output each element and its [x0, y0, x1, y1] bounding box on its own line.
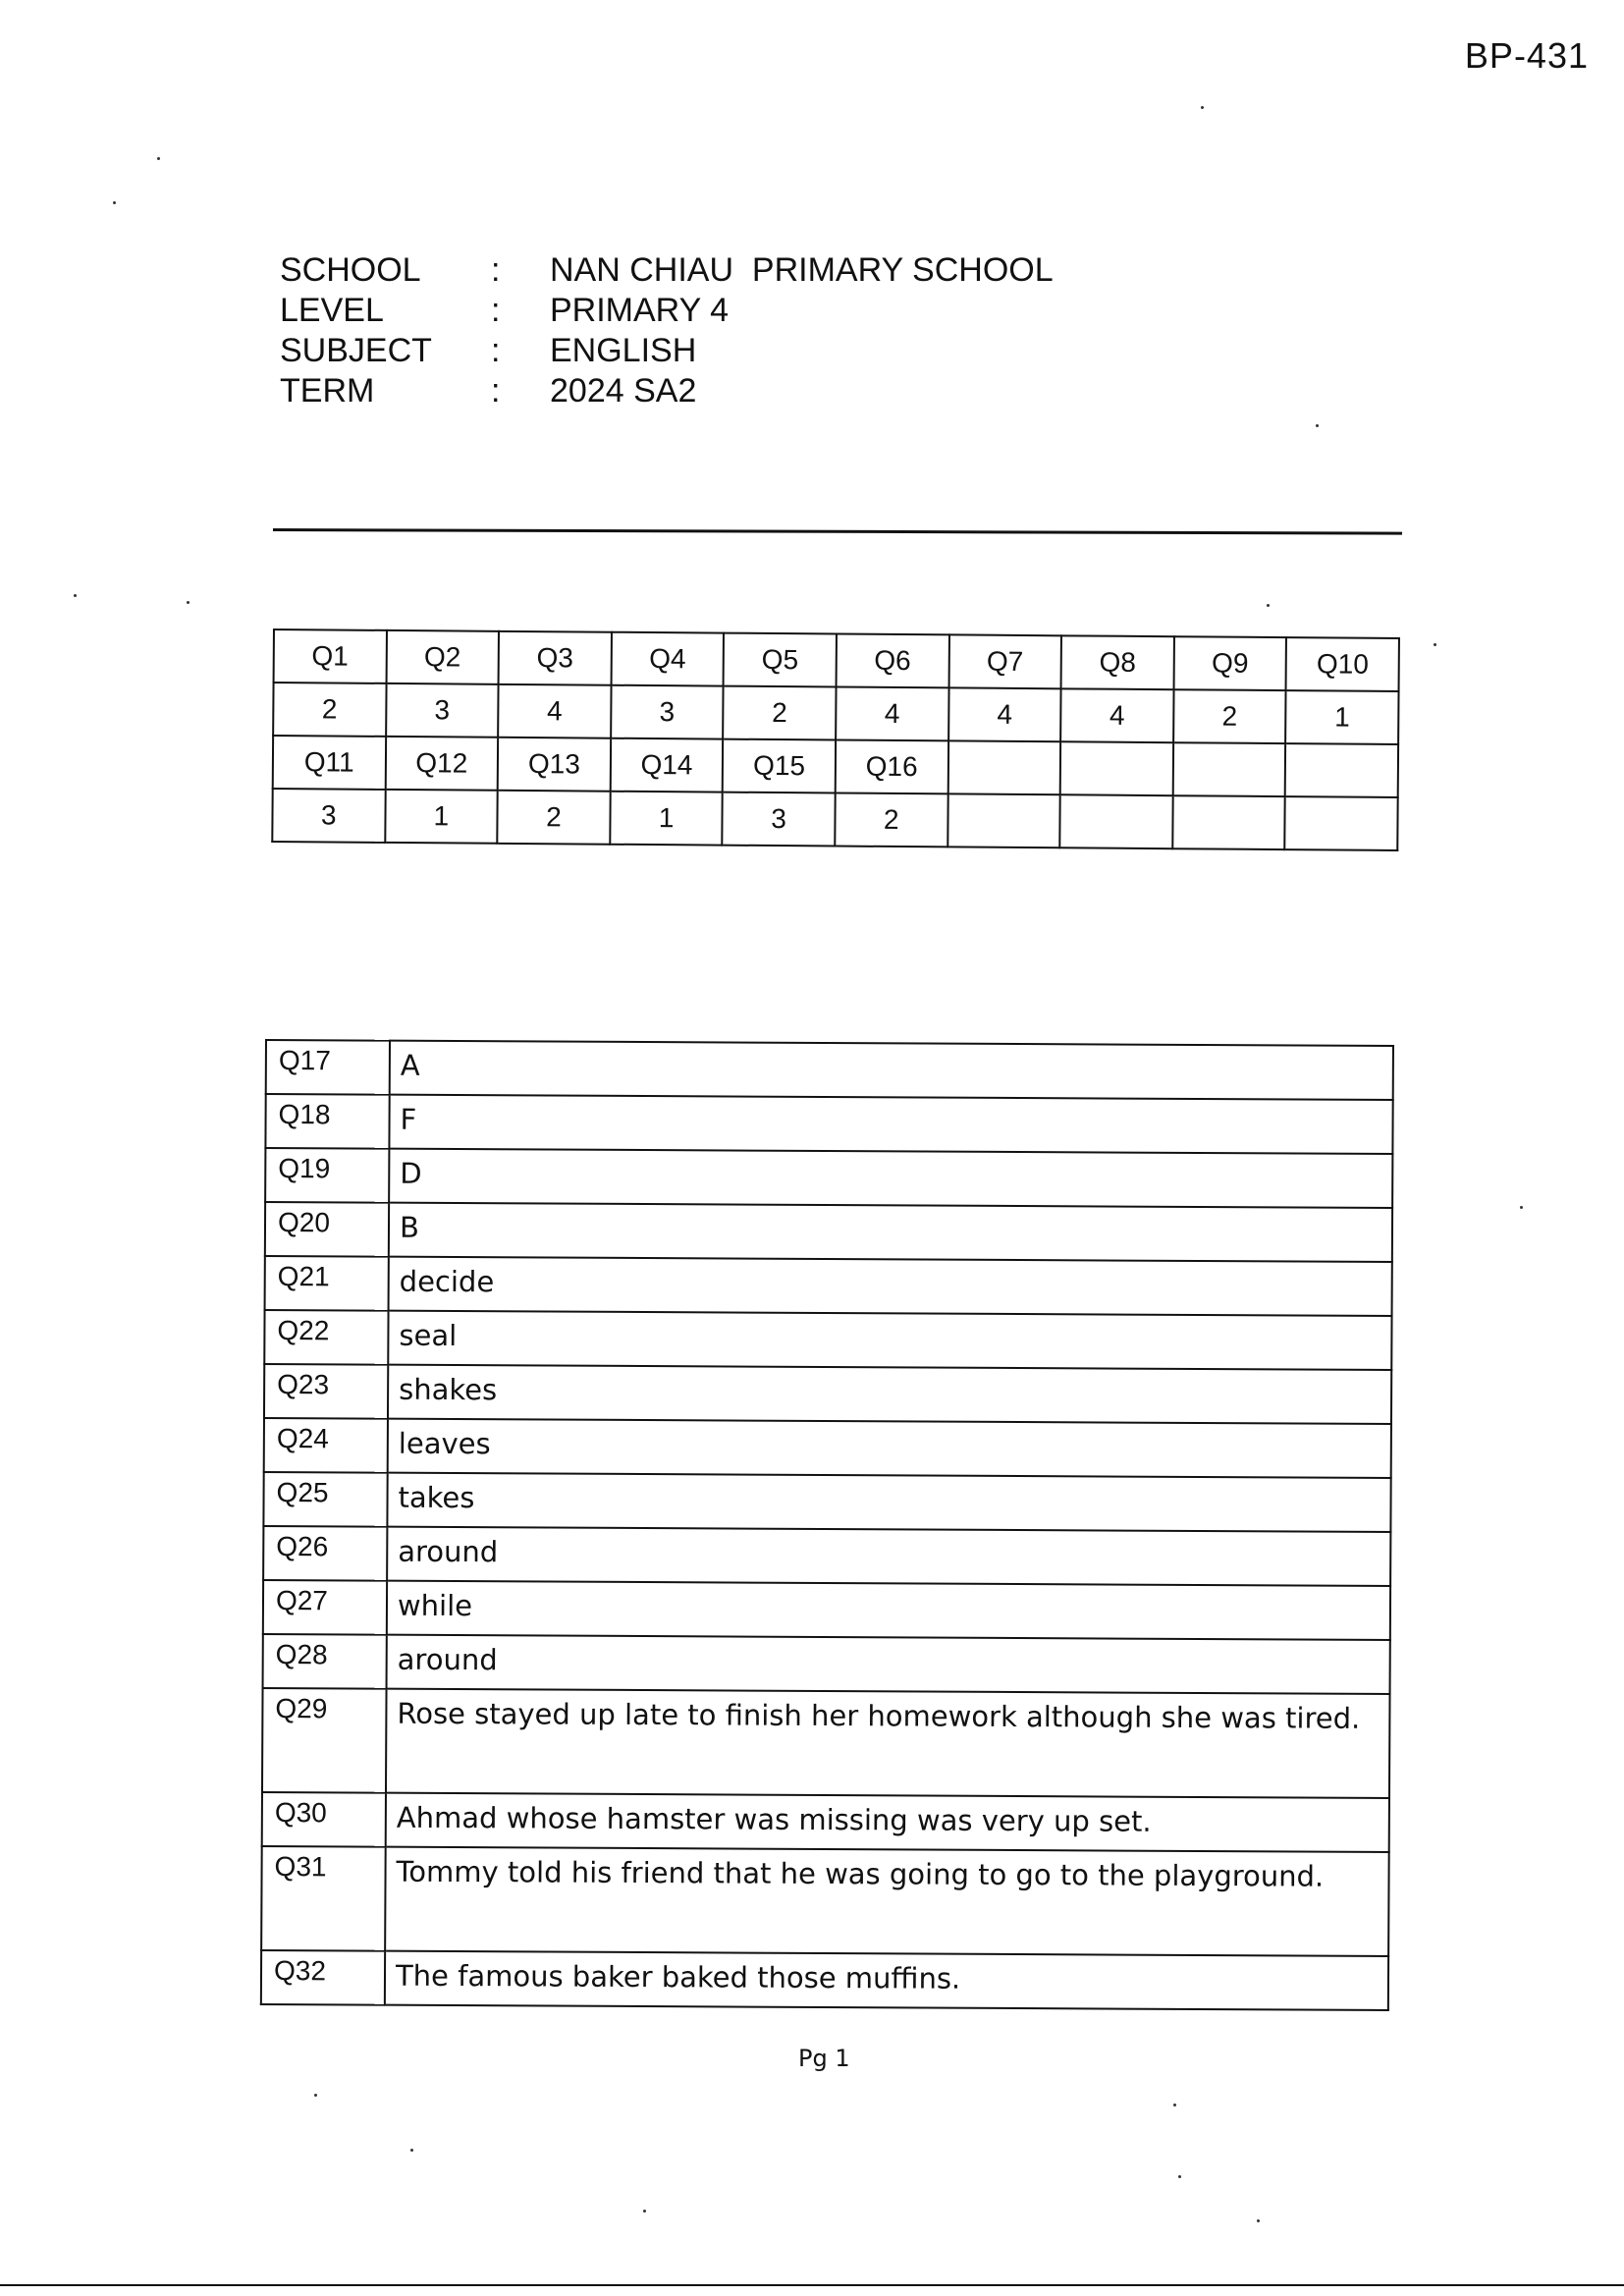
mcq-question-row	[274, 629, 1399, 691]
question-number: Q18	[265, 1094, 389, 1149]
mcq-answer-table	[271, 629, 1400, 851]
question-number: Q26	[263, 1526, 387, 1581]
header-row-term	[280, 371, 1054, 411]
answer-text: F	[389, 1095, 1392, 1154]
page-number: Pg 1	[798, 2045, 850, 2072]
answer-text: around	[387, 1635, 1390, 1694]
mcq-answer-cell: 3	[272, 789, 385, 843]
mcq-question-cell: Q3	[499, 631, 612, 685]
header-label: TERM	[280, 372, 375, 410]
mcq-question-cell: Q12	[385, 737, 498, 791]
answer-text: B	[389, 1203, 1392, 1262]
answer-row	[265, 1256, 1392, 1316]
mcq-empty-cell	[1059, 794, 1172, 848]
answer-row	[262, 1792, 1389, 1852]
question-number: Q17	[266, 1040, 390, 1095]
answer-text: around	[387, 1527, 1390, 1586]
question-number: Q22	[264, 1310, 388, 1365]
header-colon: :	[491, 251, 501, 289]
mcq-answer-cell: 1	[1285, 690, 1398, 744]
scan-speck	[74, 594, 77, 597]
scan-speck	[187, 601, 189, 604]
mcq-question-cell: Q9	[1173, 636, 1286, 690]
scan-speck	[1257, 2219, 1260, 2222]
answer-row	[263, 1580, 1390, 1640]
question-number: Q27	[263, 1580, 387, 1635]
answer-text: shakes	[388, 1365, 1391, 1424]
answer-text: while	[387, 1581, 1390, 1640]
question-number: Q24	[264, 1418, 388, 1473]
scan-speck	[314, 2094, 317, 2097]
mcq-question-cell: Q8	[1061, 635, 1174, 689]
answer-row	[265, 1094, 1392, 1154]
answer-row	[264, 1310, 1391, 1370]
document-header	[280, 250, 1054, 411]
answer-text: decide	[389, 1257, 1392, 1316]
header-row-subject	[280, 331, 1054, 371]
answer-text: seal	[388, 1311, 1391, 1370]
answer-text: A	[390, 1041, 1393, 1100]
header-colon: :	[491, 332, 501, 369]
reference-code: BP-431	[1464, 35, 1589, 76]
mcq-answer-row	[272, 789, 1397, 850]
header-label: SCHOOL	[280, 251, 421, 289]
mcq-answer-cell: 2	[724, 686, 837, 740]
answer-text: Rose stayed up late to finish her homework although she was tired.	[386, 1689, 1390, 1798]
mcq-answer-cell: 4	[1060, 688, 1173, 742]
scan-speck	[1434, 643, 1436, 646]
mcq-empty-cell	[1060, 741, 1173, 795]
header-row-school	[280, 250, 1054, 291]
header-label: SUBJECT	[280, 332, 432, 369]
mcq-answer-cell: 3	[611, 685, 724, 739]
question-number: Q29	[262, 1688, 387, 1793]
mcq-empty-cell	[1172, 795, 1285, 849]
scan-speck	[1173, 2104, 1176, 2106]
mcq-question-cell: Q2	[386, 630, 499, 684]
header-colon: :	[491, 372, 501, 410]
answer-text: takes	[387, 1473, 1390, 1532]
answer-row	[266, 1040, 1393, 1100]
mcq-answer-cell: 2	[273, 683, 386, 737]
answer-text: Ahmad whose hamster was missing was very up set.	[386, 1793, 1389, 1852]
mcq-question-cell: Q7	[948, 634, 1061, 688]
mcq-answer-cell: 3	[723, 793, 836, 847]
scan-speck	[1201, 106, 1204, 109]
question-number: Q23	[264, 1364, 388, 1419]
mcq-answer-cell: 3	[386, 683, 499, 738]
question-number: Q28	[263, 1634, 387, 1689]
header-value: 2024 SA2	[550, 372, 697, 410]
question-number: Q31	[261, 1846, 386, 1951]
answer-text: The famous baker baked those muffins.	[385, 1951, 1388, 2010]
scan-speck	[410, 2149, 413, 2152]
mcq-answer-cell: 4	[498, 684, 611, 738]
header-divider	[273, 528, 1402, 535]
header-value: PRIMARY 4	[550, 292, 730, 329]
scan-speck	[157, 157, 160, 160]
mcq-question-cell: Q1	[274, 629, 387, 683]
question-number: Q25	[263, 1472, 387, 1527]
question-number: Q20	[265, 1202, 389, 1257]
mcq-empty-cell	[1285, 796, 1398, 850]
mcq-answer-row	[273, 683, 1398, 744]
mcq-answer-cell: 1	[385, 790, 498, 844]
mcq-question-cell: Q16	[836, 740, 948, 794]
scan-speck	[1520, 1206, 1523, 1209]
question-number: Q32	[261, 1950, 385, 2005]
answer-row	[262, 1688, 1390, 1798]
mcq-question-cell: Q10	[1286, 637, 1399, 691]
scan-speck	[1178, 2175, 1181, 2178]
mcq-empty-cell	[947, 793, 1060, 847]
scan-edge-line	[0, 2284, 1624, 2286]
answer-row	[261, 1950, 1388, 2010]
mcq-empty-cell	[1285, 743, 1398, 797]
answer-row	[263, 1526, 1390, 1586]
mcq-question-cell: Q4	[611, 632, 724, 686]
scan-speck	[1267, 604, 1270, 607]
mcq-empty-cell	[1172, 742, 1285, 796]
answer-text: D	[389, 1149, 1392, 1208]
header-row-level	[280, 291, 1054, 331]
answer-row	[265, 1202, 1392, 1262]
header-label: LEVEL	[280, 292, 384, 329]
mcq-answer-cell: 1	[610, 792, 723, 846]
mcq-question-cell: Q14	[610, 738, 723, 793]
mcq-answer-cell: 4	[948, 687, 1061, 741]
mcq-question-cell: Q15	[723, 739, 836, 793]
header-colon: :	[491, 292, 501, 329]
mcq-question-cell: Q11	[273, 736, 386, 790]
answer-text: Tommy told his friend that he was going to go to the playground.	[385, 1847, 1389, 1956]
mcq-question-cell: Q13	[498, 738, 611, 792]
mcq-answer-cell: 2	[497, 791, 610, 845]
mcq-question-cell: Q6	[837, 634, 949, 688]
answer-row	[263, 1472, 1390, 1532]
header-value: NAN CHIAU PRIMARY SCHOOL	[550, 251, 1054, 289]
mcq-empty-cell	[947, 740, 1060, 794]
answer-row	[264, 1418, 1391, 1478]
mcq-question-cell: Q5	[724, 633, 837, 687]
header-value: ENGLISH	[550, 332, 697, 369]
answer-row	[261, 1846, 1389, 1956]
mcq-question-row	[273, 736, 1398, 797]
scan-speck	[113, 201, 116, 204]
mcq-answer-cell: 2	[1173, 689, 1286, 743]
answer-text: leaves	[388, 1419, 1391, 1478]
answer-row	[264, 1364, 1391, 1424]
scan-speck	[1316, 424, 1319, 427]
scan-speck	[643, 2210, 646, 2213]
mcq-answer-cell: 4	[836, 687, 948, 741]
answer-row	[265, 1148, 1392, 1208]
open-ended-answer-table	[260, 1039, 1394, 2011]
question-number: Q30	[262, 1792, 386, 1847]
mcq-answer-cell: 2	[835, 793, 947, 847]
answer-row	[263, 1634, 1390, 1694]
question-number: Q19	[265, 1148, 389, 1203]
question-number: Q21	[265, 1256, 389, 1311]
